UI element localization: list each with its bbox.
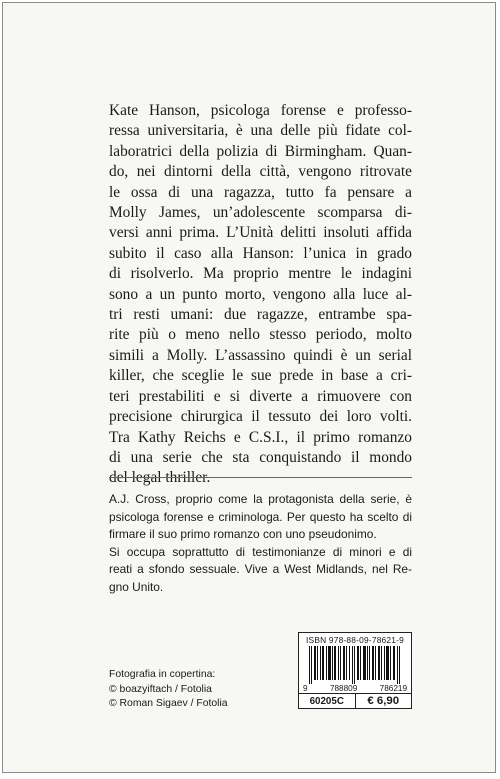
- credit-line: © Roman Sigaev / Fotolia: [109, 698, 228, 710]
- synopsis-line: di una serie che sta conquistando il mondo: [109, 448, 412, 466]
- synopsis-line: Tra Kathy Reichs e C.S.I., il primo romanzo: [109, 428, 412, 446]
- author-bio-line: firmare il suo primo romanzo con uno pseudonimo.: [109, 527, 377, 542]
- synopsis-line: sono a un punto morto, vengono alla luce al-: [109, 285, 412, 303]
- author-bio-line: Si occupa soprattutto di testimonianze di minori e di: [109, 544, 412, 559]
- synopsis-line: do, nei dintorni della città, vengono ritrovate: [109, 163, 412, 181]
- isbn-label: ISBN 978-88-09-78621-9: [306, 635, 404, 645]
- synopsis-line: ressa universitaria, è una delle più fidate col-: [109, 122, 412, 140]
- author-bio: [109, 491, 412, 597]
- barcode-box: [298, 632, 412, 709]
- synopsis-text: [109, 101, 412, 489]
- photo-credits: [109, 668, 289, 712]
- synopsis-line: rite più o meno nello stesso periodo, molto: [109, 326, 412, 344]
- section-divider: [109, 477, 412, 478]
- synopsis-line: precisione chirurgica il tessuto dei loro volti.: [109, 408, 412, 426]
- synopsis-line: Molly James, un’adolescente scomparsa di-: [109, 204, 412, 222]
- synopsis-line: le ossa di una ragazza, tutto fa pensare a: [109, 183, 412, 201]
- barcode-bars: [305, 646, 405, 684]
- credit-line: © boazyiftach / Fotolia: [109, 683, 212, 695]
- synopsis-line: Kate Hanson, psicologa forense e professo-: [109, 102, 412, 119]
- author-bio-line: gno Unito.: [109, 579, 164, 594]
- back-cover: [2, 2, 496, 773]
- synopsis-line: versi anni prima. L’Unità delitti insoluti affida: [109, 224, 412, 242]
- synopsis-line: del legal thriller.: [109, 469, 211, 487]
- author-bio-line: A.J. Cross, proprio come la protagonista della serie, è: [109, 492, 412, 506]
- synopsis-line: di risolverlo. Ma proprio mentre le indagini: [109, 265, 412, 283]
- price-row: [299, 693, 411, 708]
- barcode-digit-group: 788809: [329, 684, 358, 693]
- synopsis-line: laboratrici della polizia di Birmingham. Quan-: [109, 142, 412, 160]
- synopsis-line: subito il caso alla Hanson: l’unica in grado: [109, 244, 412, 262]
- credits-heading: Fotografia in copertina:: [109, 669, 216, 680]
- barcode-digit-group: 786219: [379, 684, 407, 693]
- synopsis-line: tri resti umani: due ragazze, entrambe spa-: [109, 306, 412, 324]
- barcode-digits: [303, 684, 407, 693]
- barcode-digit-group: 9: [303, 684, 308, 693]
- synopsis-line: teri prestabiliti e si diverte a rimuovere con: [109, 387, 412, 405]
- price-label: € 6,90: [367, 695, 400, 707]
- synopsis-line: killer, che sceglie le sue prede in base a cri-: [109, 367, 412, 385]
- author-bio-line: reati a sfondo sessuale. Vive a West Midlands, nel Re-: [109, 562, 412, 577]
- synopsis-line: simili a Molly. L’assassino quindi è un serial: [109, 346, 412, 364]
- author-bio-line: psicologa forense e criminologa. Per questo ha scelto di: [109, 509, 412, 524]
- product-code: 60205C: [299, 694, 356, 708]
